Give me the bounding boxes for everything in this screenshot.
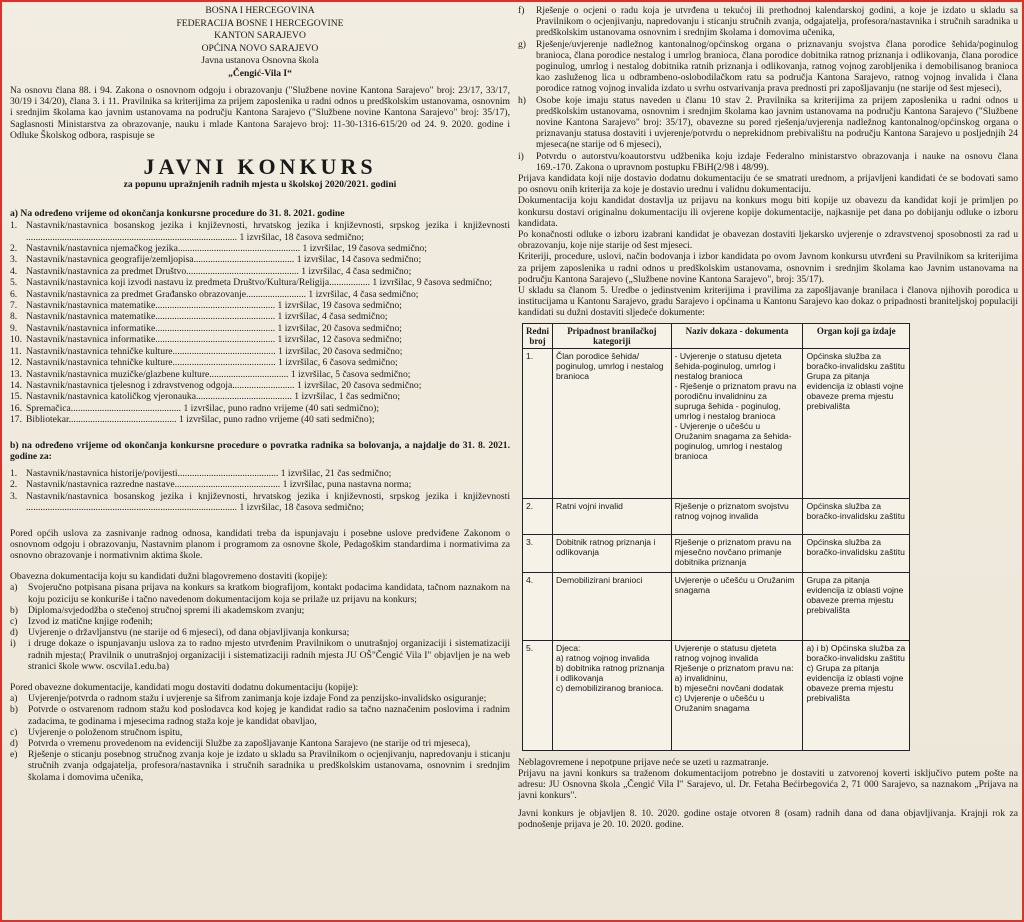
table-header-row [523,323,910,348]
column-header: Naziv dokaza - dokumenta [671,323,803,348]
list-item: g) Rješenje/uvjerenje nadležnog kantonalnog/općinskog organa o priznavanju svojstva člana porodice šehida/poginulog branioca, člana porodice nestalog i umrlog branioca, člana porodice dobitnika ratnog priznanja i odlikovanja, člana porodice poginulog, umrlog i nestalog dobitnika ratnih priznanja i odlikovanja, ratnog vojnog zarobljenika i demobilisanog branioca kao zasluženog lica u odbrambeno-oslobodilačkom ratu sa područja Kantona Sarajevo, ratnog vojnog invalida i člana porodice ratnog vojnog invalida izdato u svrhu ostvarivanja prava prednosti pri zapošljavanju (ne starije od šest mjeseci), [518,38,1018,95]
column-header: Organ koji ga izdaje [803,323,910,348]
table-cell: Rješenje o priznatom svojstvu ratnog vojnog invalida [671,498,803,534]
table-cell: Općinska služba za boračko-invalidsku zaštitu [803,498,910,534]
intro-paragraph: Na osnovu člana 88. i 94. Zakona o osnovnom odgoju i obrazovanju ("Službene novine Kantona Sarajevo" broj: 23/17, 33/17, 30/19 i 34/20), člana 3. i 11. Pravilnika sa kriterijima za prijem zaposlenika u radni odnos u predškolskim ustanovama, osnovnim i srednjim školama kao javnim ustanovama na području Kantona Sarajevo ("Službene novine Kantona Sarajevo" broj: 35/17), Saglasnosti Ministarstva za obrazovanje, nauku i mlade Kantona Sarajevo broj: 11-30-1316-615/20 od 24. 9. 2020. godine i Odluke Školskog odbora, raspisuje se [10,85,510,141]
section-b-list [10,468,510,514]
list-item: c) Uvjerenje o položenom stručnom ispitu, [10,726,183,738]
page-title: JAVNI KONKURS [143,154,377,180]
header-line: BOSNA I HERCEGOVINA [205,5,315,16]
table-cell: Ratni vojni invalid [553,498,672,534]
list-item: 2. Nastavnik/nastavnica razredne nastave............................................ 1 izvršilac, puna nastavna norma; [10,479,412,491]
table-cell: 3. [523,534,553,572]
list-item: 3. Nastavnik/nastavnica bosanskog jezika i književnosti, hrvatskog jezika i književnosti, srpskog jezika i književnosti ........................................................................................ 1 izvršilac, 18 časova sedmično; [10,490,510,514]
list-item: h) Osobe koje imaju status naveden u članu 10 stav 2. Pravilnika sa kriterijima za prijem zaposlenika u radni odnos u predškolskim ustanovama, osnovnim i srednjim školama kao javnim ustanovama na području Kantona Sarajevo ("Službene novine Kantona Sarajevo" broj: 35/17), obavezne su pored rješenja/uvjerenja nadležnog kantonalnog/općinskog organa o priznavanju statusa dostaviti i uvjerenje/potvrdu o neprekidnom prebivalištu na području Kantona Sarajevo u posljednjih 24 mjeseca(ne starije od 6 mjeseci), [518,94,1018,151]
section-b-heading: b) na određeno vrijeme od okončanja konkursne procedure o povratka radnika sa bolovanja, a najdalje do 31. 8. 2021. godine za: [10,439,510,462]
list-item: i) i druge dokaze o ispunjavanju uslova za to radno mjesto utvrđenim Pravilnikom o unutrašnjoj organizaciji i sistematizaciji radnih mjesta;( Pravilnik o unutrašnjoj organizaciji i sistematizaciji radnih mjesta JU OŠ"Čengić Vila I" objavljen je na web stranici škole www. oscvila1.edu.ba) [10,638,510,672]
general-conditions: Pored općih uslova za zasnivanje radnog odnosa, kandidati treba da ispunjavaju i posebne uslove predviđene Zakonom o osnovnom odgoju i obrazovanju, Nastavnim planom i programom za osnovne škole, Pedagoškim standardima i normativima za osnovno obrazovanje i normativnim aktima škole. [10,527,510,561]
column-header: Redni broj [523,323,553,348]
list-item: 3. Nastavnik/nastavnica geografije/zemljopisa.......................................... 1 izvršilac, 14 časova sedmično; [10,254,422,266]
list-item: 10. Nastavnik/nastavnica informatike.................................................. 1 izvršilac, 12 časova sedmično; [10,334,402,346]
list-item: b) Diploma/svjedodžba o stečenoj stručnoj spremi ili akademskom zvanju; [10,604,305,616]
list-item: 9. Nastavnik/nastavnica informatike.................................................. 1 izvršilac, 20 časova sedmično; [10,322,402,334]
list-item: 1. Nastavnik/nastavnica bosanskog jezika i književnosti, hrvatskog jezika i književnosti, srpskog jezika i književnosti ........................................................................................ 1 izvršilac, 18 časova sedmično; [10,220,510,243]
page-subtitle: za popunu upražnjenih radnih mjesta u školskoj 2020/2021. godini [123,179,397,191]
table-row [523,348,910,498]
paragraph: U skladu sa članom 5. Uredbe o jedinstvenim kriterijima i pravilima za zapošljavanje branilaca i članova njihovih porodica u institucijama u Kantonu Sarajevo, gradu Sarajevo i općinama u Kantonu Sarajevo kao dokaz o pripadnosti braniteljskoj populaciji kandidati su dužni dostaviti sljedeće dokumente: [518,285,1018,319]
header-line: OPĆINA NOVO SARAJEVO [201,42,319,54]
list-item: 2. Nastavnik/nastavnica njemačkog jezika................................................... 1 izvršilac, 19 časova sedmično; [10,243,427,255]
list-item: f) Rješenje o ocjeni o radu koja je utvrđena u tekućoj ili prethodnoj kalendarskoj godini, a koje je izdato u skladu sa Pravilnikom o ocjenjivanju, napredovanju i sticanju stručnih zvanja, odgajatelja, profesora/nastavnika i stručnih saradnika u predškolskim ustanovama osnovnim i srednjim školama i domovima učenika, [518,5,1018,39]
table-cell: Općinska služba za boračko-invalidsku zaštitu [803,534,910,572]
list-item: 14. Nastavnik/nastavnica tjelesnog i zdravstvenog odgoja.......................... 1 izvršilac, 20 časova sedmično; [10,379,422,391]
table-cell: 4. [523,572,553,640]
header-line: Javna ustanova Osnovna škola [201,55,319,66]
table-cell: 1. [523,348,553,498]
list-item: 16. Spremačica.............................................. 1 izvršilac, puno radno vrijeme (40 sati sedmično); [10,402,380,414]
table-row [523,534,910,572]
header-line: FEDERACIJA BOSNE I HERCEGOVINE [176,17,344,29]
letterhead [10,5,510,80]
table-row [523,640,910,750]
list-item: a) Uvjerenje/potvrda o radnom stažu i uvjerenje sa šifrom zanimanja koje izdaje Fond za penzijsko-invalidsko osiguranje; [10,693,487,705]
column-header: Pripadnost branilačkoj kategoriji [553,323,672,348]
table-cell: Uvjerenje o učešću u Oružanim snagama [671,572,803,640]
list-item: b) Potvrde o ostvarenom radnom stažu kod poslodavca kod kojeg je kandidat radio sa tačno naznačenim poslovima i radnim zadacima, te godinama i mjesecima radnog staža koje je kandidat obavljao, [10,704,510,727]
section-a-heading: a) Na određeno vrijeme od okončanja konkursne procedure do 31. 8. 2021. godine [10,208,345,220]
table-cell: Demobilizirani branioci [553,572,672,640]
list-item: a) Svojeručno potpisana pisana prijava na konkurs sa kratkom biografijom, kontakt podacima kandidata, tačnom naznakom na koju poziciju se konkuriše i tačno navedenom dokumentacijom koja se prilaže uz prijavu na konkurs; [10,582,510,605]
paragraph: Prijava kandidata koji nije dostavio dodatnu dokumentaciju će se smatrati urednom, a prijavljeni kandidati će se bodovati samo po osnovu onih kriterija za koje je dostavio urednu i validnu dokumentaciju. [518,173,1018,196]
table-cell: 2. [523,498,553,534]
table-cell: Djeca: a) ratnog vojnog invalida b) dobitnika ratnog priznanja i odlikovanja c) demobiliziranog branioca. [553,640,672,750]
paragraph: Po konačnosti odluke o izboru izabrani kandidat je obavezan dostaviti ljekarsko uvjerenje o zdravstvenoj sposobnosti za rad u obrazovanju, koje nije starije od šest mjeseci. [518,229,1018,252]
list-item: 13. Nastavnik/nastavnica muzičke/glazbene kulture................................. 1 izvršilac, 5 časova sedmično; [10,368,411,380]
list-item: 1. Nastavnik/nastavnica historije/povijesti.......................................... 1 izvršilac, 21 čas sedmično; [10,467,392,479]
table-cell: Grupa za pitanja evidencija iz oblasti vojne obaveze prema mjestu prebivališta [803,572,910,640]
table-cell: Rješenje o priznatom pravu na mjesečno novčano primanje dobitnika priznanja [671,534,803,572]
list-item: 5. Nastavnik/nastavnica koji izvodi nastavu iz predmeta Društvo/Kultura/Religija................. 1 izvršilac, 9 časova sedmično; [10,277,492,289]
closing-paragraph: Neblagovremene i nepotpune prijave neće se uzeti u razmatranje. [518,756,769,768]
table-row [523,498,910,534]
list-item: 4. Nastavnik/nastavnica za predmet Društvo............................................... 1 izvršilac, 4 časa sedmično; [10,265,412,277]
table-cell: Dobitnik ratnog priznanja i odlikovanja [553,534,672,572]
mandatory-docs-heading: Obavezna dokumentacija koju su kandidati dužni blagovremeno dostaviti (kopije): [10,571,328,583]
list-item: e) Rješenje o sticanju posebnog stručnog zvanja koje je izdato u skladu sa Pravilnikom o ocjenjivanju, napredovanju i sticanju stručnih zvanja odgajatelja, profesora/nastavnika i stručnih saradnika u predškolskim ustanovama, osnovnim i srednjim školama i domovima učenika, [10,749,510,783]
paragraph: Dokumentacija koju kandidat dostavlja uz prijavu na konkurs mogu biti kopije uz obavezu da kandidat koji je primljen po konkursu dostavi originalnu dokumentaciju ili ovjerene kopije dokumentacije, najkasnije pet dana po dobijanju odluke o izboru kandidata. [518,195,1018,229]
list-item: c) Izvod iz matične knjige rođenih; [10,615,153,627]
list-item: 6. Nastavnik/nastavnica za predmet Građansko obrazovanje......................... 1 izvršilac, 4 časa sedmično; [10,288,419,300]
school-name: „Čengić-Vila I“ [228,67,292,79]
paragraph: Kriteriji, procedure, uslovi, način bodovanja i izbor kandidata po ovom Javnom konkursu utvrđeni su Pravilnikom sa kriterijima za prijem zaposlenika u radni odnos u predškolskim ustanovama, osnovnim i srednjim školama kao Javnim ustanovama na području Kantona Sarajevo („Službene novine Kantona Sarajevo", broj: 35/17). [518,251,1018,285]
table-cell: Općinska služba za boračko-invalidsku zaštitu Grupa za pitanja evidencija iz oblasti vojne obaveze prema mjestu prebivališta [803,348,910,498]
list-item: d) Uvjerenje o državljanstvu (ne starije od 6 mjeseci), od dana objavljivanja konkursa; [10,627,350,639]
section-a-list [10,220,510,425]
list-item: 17. Bibliotekar............................................. 1 izvršilac, puno radno vrijeme (40 sati sedmično); [10,414,375,426]
right-column [518,5,1018,920]
table-cell: Uvjerenje o statusu djeteta ratnog vojnog invalida Rješenje o priznatom pravu na: a) invalidninu, b) mjesečni novčani dodatak c) Uvjerenje o učešću u Oružanim snagama [671,640,803,750]
table-row [523,572,910,640]
list-item: 15. Nastavnik/nastavnica katoličkog vjeronauka........................................ 1 izvršilac, 1 čas sedmično; [10,391,401,403]
table-cell: a) i b) Općinska služba za boračko-invalidsku zaštitu c) Grupa za pitanja evidencija iz oblasti vojne obaveze prema mjestu prebivališta [803,640,910,750]
closing-paragraph: Prijavu na javni konkurs sa traženom dokumentacijom potrebno je dostaviti u zatvorenoj koverti isključivo putem pošte na adresu: JU Osnovna škola „Čengić Vila I" Sarajevo, ul. Dr. Fetaha Bećirbegovića 2, 71 000 Sarajevo, sa naznakom „Prijava na javni konkurs". [518,767,1018,802]
header-line: KANTON SARAJEVO [214,30,306,41]
closing-paragraph: Javni konkurs je objavljen 8. 10. 2020. godine ostaje otvoren 8 (osam) radnih dana od dana objavljivanja. Krajnji rok za podnošenje prijava je 20. 10. 2020. godine. [518,807,1018,830]
table-cell: 5. [523,640,553,750]
list-item: 11. Nastavnik/nastavnica tehničke kulture........................................... 1 izvršilac, 20 časova sedmično; [10,345,403,357]
additional-docs-heading: Pored obavezne dokumentacije, kandidati mogu dostaviti dodatnu dokumentaciju (kopije): [10,682,359,693]
table-cell: - Uvjerenje o statusu djeteta šehida-poginulog, umrlog i nestalog branioca - Rješenje o priznatom pravu na porodičnu invalidninu za supruga šehida - poginulog, umrlog i nestalog branioca - Uvjerenje o učešću u Oružanim snagama za šehida-poginulog, umrlog i nestalog branioca [671,348,803,498]
table-cell: Član porodice šehida/ poginulog, umrlog i nestalog branioca [553,348,672,498]
list-item: 12. Nastavnik/nastavnica tehničke kulture........................................... 1 izvršilac, 6 časova sedmično; [10,357,398,369]
requirements-table [522,323,910,751]
list-item: i) Potvrdu o autorstvu/koautorstvu udžbenika koju izdaje Federalno ministarstvo obrazovanja i nauke na osnovu člana 169.-170. Zakona o upravnom postupku FBiH(2/98 i 48/99). [518,150,1018,173]
list-item: 7. Nastavnik/nastavnica matematike.................................................. 1 izvršilac, 19 časova sedmično; [10,300,402,312]
list-item: 8. Nastavnik/nastavnica matematike.................................................. 1 izvršilac, 4 časa sedmično; [10,311,388,323]
list-item: d) Potvrda o vremenu provedenom na evidenciji Službe za zapošljavanje Kantona Sarajevo (ne starije od tri mjeseca), [10,738,471,750]
left-column [10,5,510,920]
